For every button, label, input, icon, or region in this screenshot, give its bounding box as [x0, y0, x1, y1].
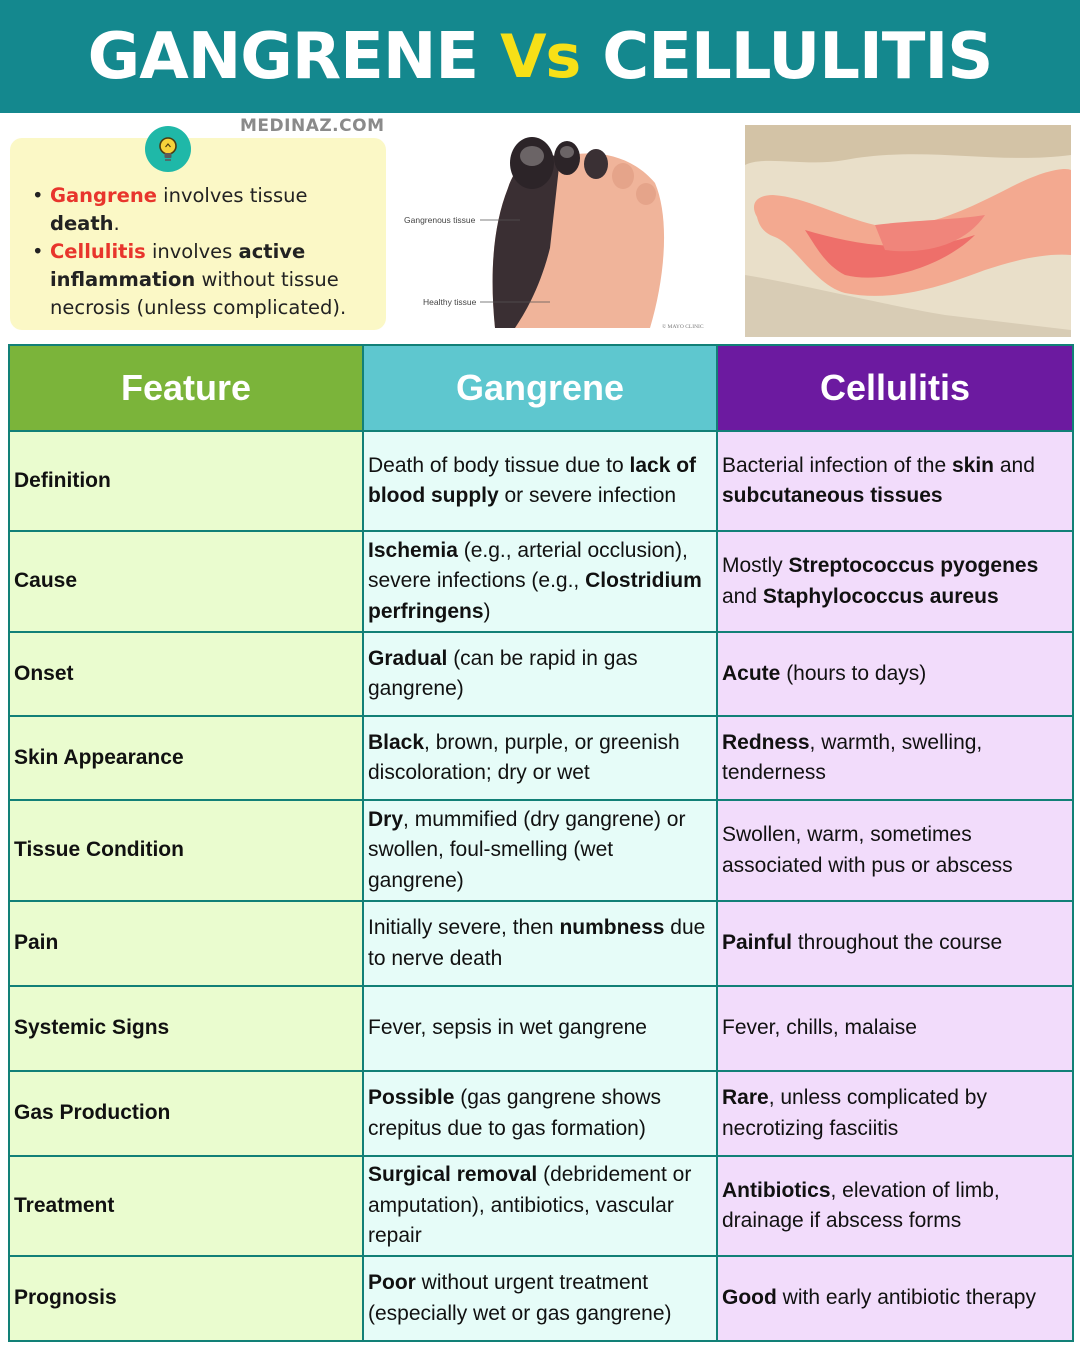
cell-text: or severe infection — [498, 484, 677, 507]
gangrene-cell — [363, 1256, 717, 1341]
image-credit: © MAYO CLINIC — [662, 324, 704, 330]
header-feature: Feature — [9, 345, 363, 431]
summary-text: . — [113, 212, 120, 235]
gangrene-cell — [363, 986, 717, 1071]
feature-cell: Prognosis — [9, 1256, 363, 1341]
table-row — [9, 800, 1073, 901]
cell-text: (hours to days) — [780, 661, 927, 685]
feature-cell: Tissue Condition — [9, 800, 363, 901]
cell-text: with early antibiotic therapy — [776, 1286, 1036, 1310]
gangrene-cell — [363, 531, 717, 632]
feature-cell: Skin Appearance — [9, 716, 363, 800]
gangrene-cell — [363, 431, 717, 531]
cell-text: Fever, chills, malaise — [722, 1016, 917, 1040]
cell-text: throughout the course — [792, 931, 1003, 955]
cellulitis-cell — [717, 1156, 1073, 1256]
label-healthy-tissue: Healthy tissue — [423, 297, 477, 307]
gangrene-cell — [363, 716, 717, 800]
table-body — [9, 431, 1073, 1341]
emphasis-text: numbness — [559, 916, 665, 939]
cell-text: without urgent treatment (especially wet or gas gangrene) — [368, 1271, 672, 1325]
gangrene-cell — [363, 1156, 717, 1256]
feature-cell: Systemic Signs — [9, 986, 363, 1071]
title-cellulitis: CELLULITIS — [602, 19, 993, 94]
cell-text: Fever, sepsis in wet gangrene — [368, 1016, 647, 1040]
label-gangrenous-tissue: Gangrenous tissue — [404, 215, 476, 225]
cell-text: , warmth, swelling, tenderness — [722, 730, 983, 784]
title-gangrene: GANGRENE — [87, 19, 479, 94]
table-row — [9, 1256, 1073, 1341]
cell-text: (e.g., arterial occlusion), severe infections (e.g., — [368, 538, 688, 593]
cellulitis-cell — [717, 531, 1073, 632]
cell-text: (debridement or amputation), antibiotics, vascular repair — [368, 1163, 692, 1248]
summary-point-cellulitis — [32, 238, 376, 322]
emphasis-text: Black — [368, 730, 425, 754]
gangrene-cell — [363, 901, 717, 986]
summary-text: involves — [145, 240, 239, 263]
feature-cell: Cause — [9, 531, 363, 632]
title-banner — [0, 0, 1080, 113]
summary-bold: active inflammation — [50, 240, 306, 291]
cell-text: , brown, purple, or greenish discoloration; dry or wet — [368, 730, 680, 784]
cell-text: , mummified (dry gangrene) or swollen, foul-smelling (wet gangrene) — [368, 807, 686, 892]
emphasis-text: Gradual — [368, 646, 448, 670]
summary-bold: death — [50, 212, 114, 235]
gangrene-cell — [363, 800, 717, 901]
gangrene-cell — [363, 1071, 717, 1156]
title-vs: Vs — [500, 21, 581, 92]
emphasis-text: Streptococcus pyogenes — [788, 554, 1039, 577]
comparison-table — [8, 344, 1074, 1342]
cell-text: Mostly — [722, 554, 789, 577]
emphasis-text: lack of blood supply — [368, 453, 697, 507]
gangrene-cell — [363, 632, 717, 716]
site-watermark: MEDINAZ.COM — [240, 116, 385, 136]
term-gangrene: Gangrene — [50, 184, 157, 207]
emphasis-text: Possible — [368, 1086, 455, 1109]
cellulitis-cell — [717, 716, 1073, 800]
cellulitis-cell — [717, 632, 1073, 716]
emphasis-text: Painful — [722, 931, 793, 955]
emphasis-text: Poor — [368, 1271, 416, 1294]
cellulitis-cell — [717, 800, 1073, 901]
emphasis-text: Clostridium perfringens — [368, 569, 702, 623]
table-row — [9, 632, 1073, 716]
summary-note — [10, 138, 386, 330]
feature-cell: Pain — [9, 901, 363, 986]
cell-text: due to nerve death — [368, 916, 706, 970]
cell-text: ) — [483, 599, 491, 623]
cell-text: , elevation of limb, drainage if abscess forms — [722, 1178, 1000, 1232]
header-cellulitis: Cellulitis — [717, 345, 1073, 431]
emphasis-text: Good — [722, 1286, 777, 1310]
cell-text: (can be rapid in gas gangrene) — [368, 646, 638, 700]
emphasis-text: Surgical removal — [368, 1163, 538, 1187]
cellulitis-cell — [717, 1071, 1073, 1156]
summary-text: involves tissue — [156, 184, 308, 207]
cellulitis-cell — [717, 901, 1073, 986]
table-row — [9, 431, 1073, 531]
cell-text: and — [722, 584, 763, 608]
cellulitis-leg-photo — [745, 125, 1071, 337]
table-row — [9, 531, 1073, 632]
cellulitis-cell — [717, 1256, 1073, 1341]
gangrenous-foot-illustration — [400, 128, 720, 334]
feature-cell: Treatment — [9, 1156, 363, 1256]
table-row — [9, 986, 1073, 1071]
feature-cell: Onset — [9, 632, 363, 716]
table-row — [9, 901, 1073, 986]
cell-text: Death of body tissue due to — [368, 453, 630, 477]
cell-text: Swollen, warm, sometimes associated with pus or abscess — [722, 823, 1013, 877]
cell-text: Bacterial infection of the — [722, 453, 952, 477]
cell-text: , unless complicated by necrotizing fasciitis — [722, 1086, 987, 1140]
emphasis-text: Staphylococcus aureus — [762, 584, 999, 608]
emphasis-text: subcutaneous tissues — [722, 484, 943, 507]
cellulitis-cell — [717, 431, 1073, 531]
summary-text: without tissue necrosis (unless complicated). — [50, 268, 347, 319]
feature-cell: Gas Production — [9, 1071, 363, 1156]
emphasis-text: Dry — [368, 807, 404, 831]
comparison-table-container — [8, 344, 1072, 1340]
table-header-row — [9, 345, 1073, 431]
cell-text: Initially severe, then — [368, 916, 560, 939]
cellulitis-cell — [717, 986, 1073, 1071]
emphasis-text: Antibiotics — [722, 1178, 831, 1202]
emphasis-text: Redness — [722, 730, 810, 754]
table-row — [9, 716, 1073, 800]
cell-text: and — [994, 453, 1035, 477]
cell-text: (gas gangrene shows crepitus due to gas formation) — [368, 1086, 662, 1140]
table-row — [9, 1071, 1073, 1156]
emphasis-text: Ischemia — [368, 538, 458, 562]
term-cellulitis: Cellulitis — [50, 240, 146, 263]
lightbulb-icon — [145, 126, 191, 172]
table-row — [9, 1156, 1073, 1256]
summary-point-gangrene — [32, 182, 376, 238]
emphasis-text: skin — [951, 453, 994, 477]
emphasis-text: Acute — [722, 661, 781, 685]
feature-cell: Definition — [9, 431, 363, 531]
emphasis-text: Rare — [722, 1086, 769, 1109]
summary-list — [32, 182, 376, 322]
header-gangrene: Gangrene — [363, 345, 717, 431]
